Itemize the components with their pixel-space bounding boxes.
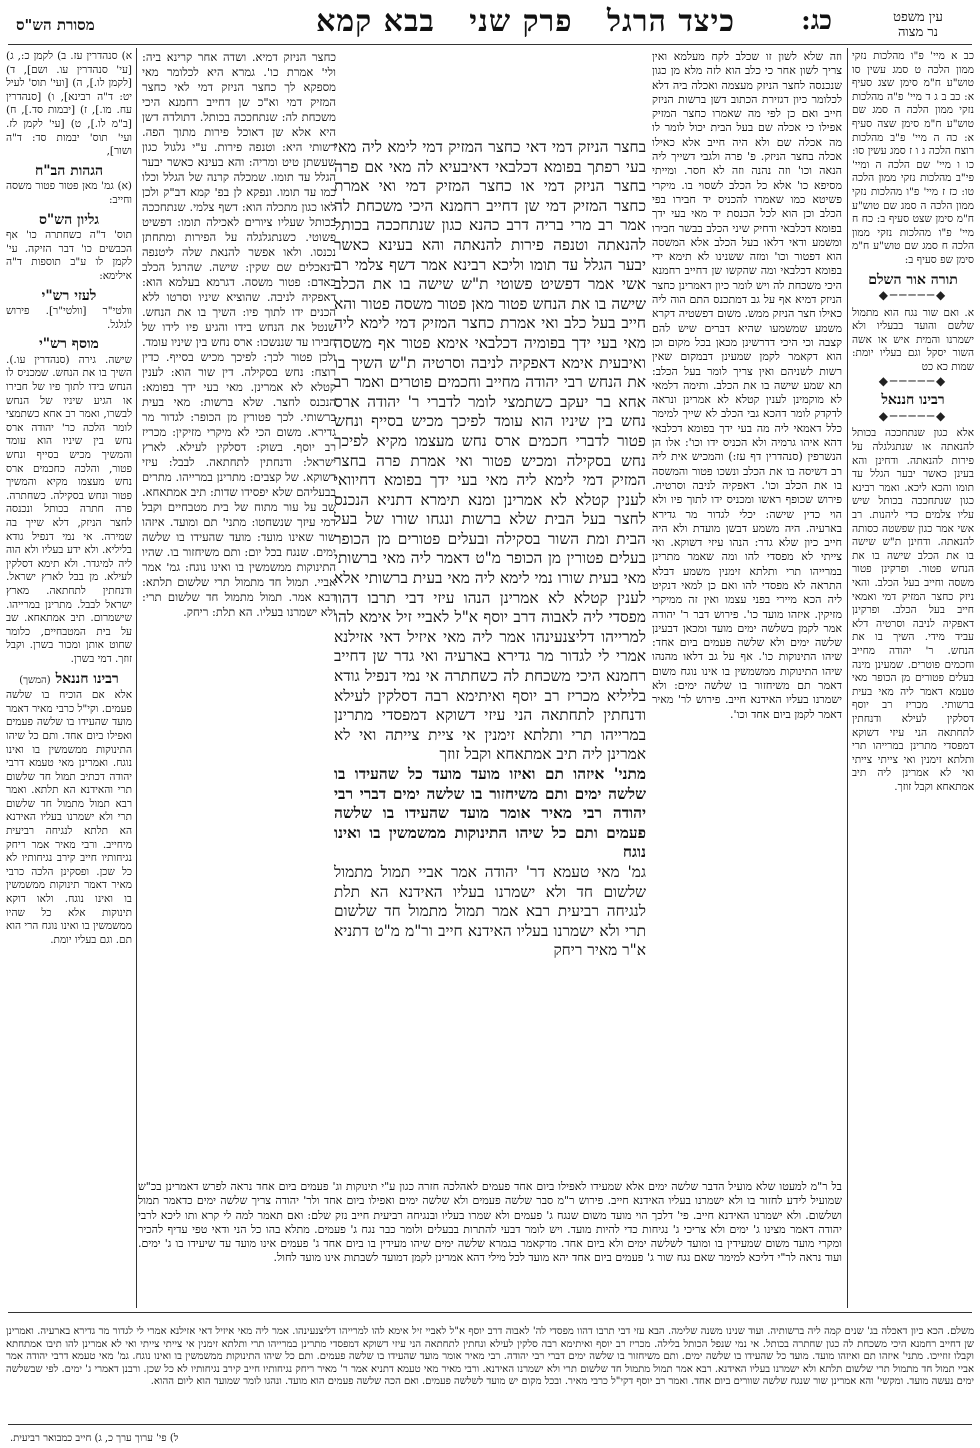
column-rule [136,48,137,1308]
chananel-footer-text: משלם. הכא כיון דאכלה בג' שנים קמה ליה ברשותיה. ועוד שנינו משנה שלימה. הבא עזי דבי תרבו דהוו מפסדי לה' לאבוה דרב יוסף א"ל לאביי זיל אימא להו למרייהו דליצנעינהו. אמר ליה מאי איזיל דאי אזילנא אמרי לי לגדור מר גדירא בארעיה. ואמרינן שן דחייב רחמנא היכי משכחת לה כגון שחתרה בכותל. אי נמי שנפל הכותל בלילה. מכריז רב יוסף ואיתימא רבה סלקין לעילא ונחתין לתחתאה הני עיזי דשוקא דמפסדי מתרינן במרייהו תרי ותלתא זימנין אי צייתי צייתי ואי לא אמרינן להו תיבו אמתחתא וקבלו זוזייכו. מתני' איזהו תם ואיזהו מועד. מועד כל שהעידו בו שלשה ימים. ותם משיחזור בו שלשה ימים דברי רבי יהודה. רבי מאיר אומר מועד שהעידו בו שלשה פעמים. ותם כל שיהו התינוקות ממשמשין בו ואינו נוגח. גמ' מאי טעמא דרבי יהודה אמר אביי תמול חד מתמול תרי שלשום תלתא ולא ישמרנו בעליו האידנא. רבא אמר תמול מתמול חד שלשום תרי ולא ישמרנו האידנא. ורבי מאיר מאי טעמא דתניא אמר ר' מאיר ריחק נגיחותיו חייב קירב נגיחותיו לא כל שכן. ורבנן דאמרי ג' ימים. לפי שבשלשה ימים נעשה מועד. ומקשי' והא אמרינן שור שנגח שלשה שוורים ביום אחד. ואמר רב יוסף דקי"ל כרבי מאיר. ובכל מקום יש מועד לשלשה פעמים. ואם הכה שלשה פעמים הוא מועד. ונהגו לומר שמועד הוא ליום ההוא. [6,1326,974,1388]
chananel-cont-sub: (המשך) [19,674,51,686]
chananel-footer [6,1316,974,1422]
masoret-heading: מסורת הש"ס [16,16,95,34]
gemara-text-block [334,138,646,1086]
tosafot-bottom-text: בל ר"מ למעטו שלא מועיל הדבר שלשה ימים אלא שמעידו לאפילו ביום אחד פעמים לאהלכה חזרה כגון ע"י תינוקות וג' פעמים ביום אחד נראה לפרש דאמרינן בכ"ש שמועיל לידע לחזור בו ולא ישמרנו בעליו האידנא חייב. פירוש ר"מ סבר שלשה פעמים ולא שלשה ימים ואפילו ביום אחד ולר' יהודה צריך שלשה ימים כדאמר תמול ושלשום. ולא ישמרנו האידנא חייב. פי' דלכך הוי מועד משום שנגח ג' פעמים ולא שמרו בעליו ובנגיחה רביעית חייב נזק שלם: ואם תאמר למה לי קרא ותו ליכא לרבי יהודה דאמר מצינו ג' ימים ולא צריכי ג' נגיחות כדי להיות מועד. ויש לומר דבעי להתרות בבעלים ולומר כבר נגח ג' פעמים. מתלא בהו כל הני ודאי טפי עדיף להכיר ומקרי מועד משום שמעידין בו ומועד לשלשה ימים ולא ביום אחד. מדקאמר בגמרא שלשה ימים שיהו מעידין בו ביום אחד ג' פעמים אינו מועד עד שיעידו בו ג' ימים. ועוד נראה לר"י דליכא למימר שאם נגח שור ג' פעמים ביום אחד יהא מועד לכל מילי דהא אמרינן לקמן דמועד לשבתות אינו מועד לחול. [138,1180,842,1265]
torah-or-title: תורה אור השלם [868,271,958,288]
rabbeinu-chananel-cont-title [6,670,132,688]
footnote-rule [8,1424,972,1425]
masoret-text: א) סנהדרין עז. ב) לקמן כ:, ג) [עי' סנהדרין עו. ושם], ד) [לקמן לו.], ה) [ועי' תוס' לעיל יט: ד"ה רבינא], ו) [סנהדרין עח. מו.], ז) [יבמות סד.], ח) [ב"מ לו.], ט) [עי' לקמן לז. ועי' תוס' יבמות סד: ד"ה ושור], [6,50,132,158]
tosafot-text: וזה שלא לשון זו שכלב לקח מעלמא ואין צריך לשון אחר כי כלב הוא לזה מלא מן כגון שנכנסה לחצר הניזק מעצמה ואכלה ביה דלא לכלומר כיון דגזירת הכתוב דשן ברשות הניזק חייב ואם כן לפי מה שאמרו כחצר המזיק אפילו כי אכלה שם בעל הבית יכול לומר לו מה אכלה שם ולא היה חייב אלא כאילו אכלה בחצר הניזק. פ' פרה ולגבי דשייך ליה הנאה וכו' וזה נהנה וזה לא חסר. ומייתי מסיפא כו' אלא כל הכלב לשסוי בו. מיקרי פשיטא כמו שאמרו להכניס יד חבירו בפי הכלב וכן הוא לכל הכנסת יד מאי בעי ידך בפומא דכלבאי ודחיק שיני הכלב בבשר חבירו ומשמע ודאי דלאו בעל הכלב אלא המשסה הוא דפטור וכו' ומזה ששנינו לא תימא ידי בפומא דכלבאי ומה שהקשו שן דחייב רחמנא היכי משכחת לה ויש לומר כיון דאמרינן כחצר הניזק דמיא אף על גב דמתכנס התם הוה ליה כאילו חצר הניזק ממש. משום דפשטיה דקרא משמע שמשמעו שהיא דברים שיש להם קצבה וכי היכי דדרשינן מכאן בכל מקום וכן הוא דקאמר לקמן שמעינן דבמקום שאין רשות לשניהם ואין צריך לומר בעל הכלב: תא שמע שישה בו את הכלב. ותימה דלמאי לא מוקמינן לענין קטלא לא אמרינן ונראה לדקדק לומר דהכא גבי הכלב לא שייך למימר כלל דאמאי ליה מה בעי ידך בפומא דכלבאי דהא איהו גרמיה ולא הכניס ידו וכו': אלו הן הנשרפין (סנהדרין דף עז:) והמכיש אית ליה רב דשיסה בו את הכלב ונשכו פטור והמשסה בו את הכלב וכו'. דאפקיה לניבה וסרטיה. פירוש שכופף ראשו ומכניס ידו לתוך פיו ולא הוי כדין שישה: יכלי לגדור מר גדירא בארעיה. היה משמע דבשן מועדת ולא היה חייב כיון שלא גדר: הנהו עיזי דשוקא. ואי צייתי לא מפסדי להו ומה שאמר מתרינן במרייהו תרי ותלתא זימנין משמע דבלא התראה לא מפסדי להו ואם כן למאי דנקיט ליה הכא מיירי בפני עצמו ואין זה ממיקרי מזיקין. איזהו מועד כו'. פירוש דבר ר' יהודה אמר לקמן בשלשה ימים מועד ומכאן דבעינן שלשה ימים ולא שלשה פעמים ביום אחד: שיהו התינוקות כו'. אף על גב דלאו מהנהו שיהו התינוקות ממשמשין בו אינו נוגח משום דאמר תם משיחזור בו שלשה ימים: ולא ישמרנו בעליו האידנא חייב. פירוש לר' מאיר דאמר לקמן ביום אחד וכו'. [652,50,842,721]
torah-or-text: א. ואם שור נגח הוא מתמול שלשם והועד בבעליו ולא ישמרנו והמית איש או אשה השור יסקל וגם בעליו יומת: שמות כא כט [852,306,974,374]
musaf-rashi-title: מוסף רש"י [39,336,99,353]
ein-mishpat-heading: עין משפט נר מצוה [893,10,943,40]
left-sidebar [6,50,132,1308]
rabbeinu-chananel-text: אלא כגון שנתחככה בכותל להנאתה או שנתגלגלה על פירות להנאתה. ודחינן והא בעינן כאשר יבער הגלל עד תומו והכא ליכא. ואמר רבינא כגון שנתחככה בכותל שיש עליו צלמים כדי ליהנות. רב אשי אמר כגון שפשטה כסותה להנאתה. ודחינן ת"ש שישה בו את הכלב שישה בו את הנחש פטור. ופרקינן פטור משסה וחייב בעל הכלב. והאי ניזק כחצר המזיק דמי ואמאי חייב בעל הכלב. ופרקינן דאפקיה לניבה וסרטיה דלא עביד מידי. השיך בו את הנחש. ר' יהודה מחייב וחכמים פוטרים. שמעינן מינה בעלים פטורים מן הכופר מאי טעמא דאמר ליה מאי בעית ברשותי. מכריז רב יוסף דסלקין לעילא ודנחתין לתחתאה הני עיזי דשוקא דמפסדי מתרינן במרייהו תרי ותלתא זימנין ואי צייתי צייתי ואי לא אמרינן ליה תיב אמתאחא וקבל זוזך. [852,427,974,793]
hagahot-title: הגהות הב"ח [34,162,104,179]
footer-rule [8,1312,972,1313]
ein-mishpat-text: כב א מיי' פ"ו מהלכות נזקי ממון הלכה ט סמג עשין סו טוש"ע ח"מ סימן שצג סעיף א: כב ב ג ד מיי' פ"ה מהלכות נזקי ממון הלכה ה סמג שם טוש"ע ח"מ סימן שצה סעיף א: כה ה מיי' פ"ב מהלכות רוצח הלכה ג ו ז סמג עשין סו: כו ו מיי' שם הלכה ה ומיי' פי"ב מהלכות נזקי ממון הלכה טו: כז ז מיי' פ"ו מהלכות נזקי ממון הלכה ה סמג שם טוש"ע ח"מ סימן שצט סעיף ב: כח ח מיי' פ"ו מהלכות נזקי ממון הלכה ח סמג שם טוש"ע ח"מ סימן שפ סעיף ב: [852,50,974,266]
mishnah-text: מתני' איזהו תם ואיזו מועד מועד כל שהעידו בו שלשה ימים ותם משיחזור בו שלשה ימים דברי רבי יהודה רבי מאיר אומר מועד שהעידו בו שלשה פעמים ותם כל שיהו התינוקות ממשמשין בו ואינו נוגח [334,765,646,862]
rashi-text: כחצר הניזק דמיא. ושדה אחר קרינא ביה: ולי' אמרת כו'. גמרא היא לכלומר מאי מספקא לך כחצר הניזק דמי לאי כחצר המזיק דמי וא"כ שן דחייב רחמנא היכי משכחת לה: שנתחככה בכותל. דתולדה דשן היא אלא שן דאוכל פירות מתוך הפה. רשותי היא: וטנפה פירות. ע"י גלגול כגון שעשתן טיט ומריה: והא בעינא כאשר יבער הגלל עד תומו. שמכלה קרנה של הגלל וכלו כמו עד תומו. ונפקא לן בפ' קמא דב"ק ולכן לאו כגון מתכלה הוא: דשף צלמי. שנתחככה בכותל שעליו ציורים לאכילה תומו: דפשיט פשוטי. כשנתגלגלה על הפירות ומתחתן נכנסו. ולאו אפשר להנאת שלה ליטנפה דנאכלים שם שקין: שישה. שהרגל הכלב באדם: פטור משסה. דגרמא בעלמא הוא: דאפקיה לניבה. שהוציא שיניו וסרטו ללא הכנים ידו לתוך פיו: השיך בו את הנחש. שנטל את הנחש בידו והגיע פיו לידו של חבירו עד שננשכו: ארס נחש בין שיניו עומד. ולכן פטור לכך: לפיכך מכיש בסייף. כדין רוצח: נחש בסקילה. דין שור הוא: לענין קטלא לא אמרינן. מאי בעי ידך בפומא: הנכנס לחצר. שלא ברשות: מאי בעית ברשותי. לכך פטורין מן הכופר: לגדור מר גדירא. משום הכי לא מיקרי מזיקין: מכריז רב יוסף. בשוק: דסלקין לעילא. לארץ ישראל: ודנחתין לתחתאה. לבבל: עיזי דשוקא. של קצבים: מתרינן במרייהו. מתרים בבעליהם שלא יפסידו שדות: תיב אמתאחא. שב על עור מתוח של בית מטבחיים וקבל דמי עיזך שנשחטו: מתני' תם ומועד. איזהו שור שאינו מועד: מועד שהעידו בו שלשה ימים. שנגח בכל יום: ותם משיחזור בו. שהיו התינוקות ממשמשין בו ואינו נוגח: גמ' אמר אביי. תמול חד מתמול תרי שלשום תלתא: רבא אמר. תמול מתמול חד שלשום תרי: ולא ישמרנו בעליו. הא תלת: ריחק. [142,50,336,619]
gemara-continued: גמ' מאי טעמא דר' יהודה אמר אביי תמול מתמול שלשום חד ולא ישמרנו בעליו האידנא הא תלת לנגיחה רביעית רבא אמר תמול מתמול חד שלשום תרי ולא ישמרנו בעליו האידנא חייב ור"מ מ"ט דתניא א"ר מאיר ריחק [334,862,646,960]
column-rule [847,48,848,1308]
rabbeinu-chananel-title: רבינו חננאל [881,392,945,409]
folio-number: כג: [801,6,832,36]
laaz-text: וולטי"ר [וולטי"ר]. פירוש לגלגל. [6,305,132,331]
footnote: ל) פי' ערוך ערך כ, ג) חייב כמבואר רביעית. [10,1433,179,1444]
page-header [0,6,980,40]
gemara-text: בחצר הניזק דמי דאי כחצר המזיק דמי לימא ליה מאי בעי רפתך בפומא דכלבאי דאיבעיא לה מאי אם פרה בחצר הניזק דמי או כחצר המזיק דמי ואי אמרת כחצר המזיק דמי שן דחייב רחמנא היכי משכחת לה אמר רב מרי בריה דרב כהנא כגון שנתחככה בכותל להנאתה וטנפה פירות להנאתה והא בעינא כאשר יבער הגלל עד תומו וליכא רבינא אמר דשף צלמי רב אשי אמר דפשיט פשוטי ת"ש שישה בו את הכלב שישה בו את הנחש פטור מאן פטור משסה פטור והא חייב בעל כלב ואי אמרת כחצר המזיק דמי לימא ליה מאי בעי ידך בפומיה דכלבאי אימא פטור אף משסה ואיבעית אימא דאפקיה לניבה וסרטיה ת"ש השיך בו את הנחש רבי יהודה מחייב וחכמים פוטרים ואמר רב אחא בר יעקב כשתמצי לומר לדברי ר' יהודה ארס נחש בין שיניו הוא עומד לפיכך מכיש בסייף ונחש פטור לדברי חכמים ארס נחש מעצמו מקיא לפיכך נחש בסקילה ומכיש פטור ואי אמרת פרה בחצר המזיק דמי לימא ליה מאי בעי ידך בפומא דחיוואי לענין קטלא לא אמרינן ומנא תימרא דתניא הנכנס לחצר בעל הבית שלא ברשות ונגחו שורו של בעל הבית ומת השור בסקילה ובעלים פטורים מן הכופר בעלים פטורין מן הכופר מ"ט דאמר ליה מאי ברשותי מאי בעית שורו נמי לימא ליה מאי בעית ברשותי אלא לענין קטלא לא אמרינן הנהו עיזי דבי תרבו דהוו מפסדי ליה לאבוה דרב יוסף א"ל לאביי זיל אימא להו למרייהו דליצנעינהו אמר ליה מאי איזיל דאי אזילנא אמרי לי לגדור מר גדירא בארעיה ואי גדר שן דחייב רחמנא היכי משכחת לה כשחתרה אי נמי דנפיל גודא בליליא מכריז רב יוסף ואיתימא רבה דסלקין לעילא ודנחתין לתחתאה הני עיזי דשוקא דמפסדי מתרינן במרייהו תרי ותלתא זימנין אי ציית צייתה ואי לא אמרינן ליה תיב אמתאחא וקבל זוזך [334,138,646,764]
header-rule [8,44,972,45]
tosafot-commentary [652,50,842,1175]
laaz-title: לעזי רש"י [41,287,97,304]
ornament: ◆─────◆ [878,373,948,388]
rabbeinu-chananel-cont-text: אלא אם הוכיח בו שלשה פעמים. וקי"ל כרבי מאיר דאמר מועד שהעידו בו שלשה פעמים ואפילו ביום אחד. ותם כל שיהו התינוקות ממשמשין בו ואינו נוגח. ואמרינן מאי טעמא דרבי יהודה דכתיב תמול חד שלשום תרי והאידנא הא תלתא. ואמר רבא תמול מתמול חד שלשום תרי ולא ישמרנו בעליו האידנא הא תלתא לנגיחה רביעית מיחייב. ורבי מאיר אמר ריחק נגיחותיו חייב קירב נגיחותיו לא כל שכן. ופסקינן הלכה כרבי מאיר דאמר תינוקות ממשמשין בו ואינו נוגח. ולאו דוקא תינוקות אלא כל שהיו ממשמשין בו ואינו נוגח הרי הוא תם. וגם בעליו יומת. [6,689,132,946]
ornament: ◆─────◆ [878,408,948,423]
chapter-title: כיצד הרגל פרק שני בבא קמא [316,4,735,39]
rashi-commentary [142,50,336,1175]
ornament: ◆─────◆ [878,288,948,303]
musaf-rashi-text: שישה. גירה (סנהדרין עו.). השיך בו את הנחש. שמכניס לו הנחש בידו לתוך פיו של חבירו או הגיע שיניו של הנחש לבשרו, ואמר רב אחא כשתמצי לומר הלכה כר' יהודה ארס נחש בין שיניו הוא עומד והמשיך מכיש בסייף ונחש פטור, והלכה כחכמים ארס נחש מעצמו מקיא והמשיך פטור ונחש בסקילה. כשחתרה. פרה חתרה בכותל ונכנסה לחצר הניזק, דלא שייך בה שמירה. אי נמי דנפיל גודא בליליא. ולא ידע בעליו ולא הוה ליה למיגדר. ולא תימא דסלקין לעילא. מן בבל לארץ ישראל. ודנחתין לתחתאה. מארץ ישראל לבבל. מתרינן במרייהו. שישמרום. תיב אמתאחא. שב על בית המטבחיים, כלומר שחוט אותן ומכור בשרן. וקבל זוזך. דמי בשרן. [6,353,132,665]
tosafot-bottom [138,1180,842,1308]
chananel-cont-title-text: רבינו חננאל [55,670,119,687]
hagahot-text: (א) גמ' מאן פטור פטור משסה וחייב: [6,180,132,206]
right-sidebar [852,50,974,1308]
gilyon-text: תוס' ד"ה כשחתרה כו' אף הכבשים כו' דבר הזיקה. עי' לקמן לו ע"ב תוספות ד"ה אילימא: [6,229,132,282]
gilyon-title: גליון הש"ס [38,211,100,228]
